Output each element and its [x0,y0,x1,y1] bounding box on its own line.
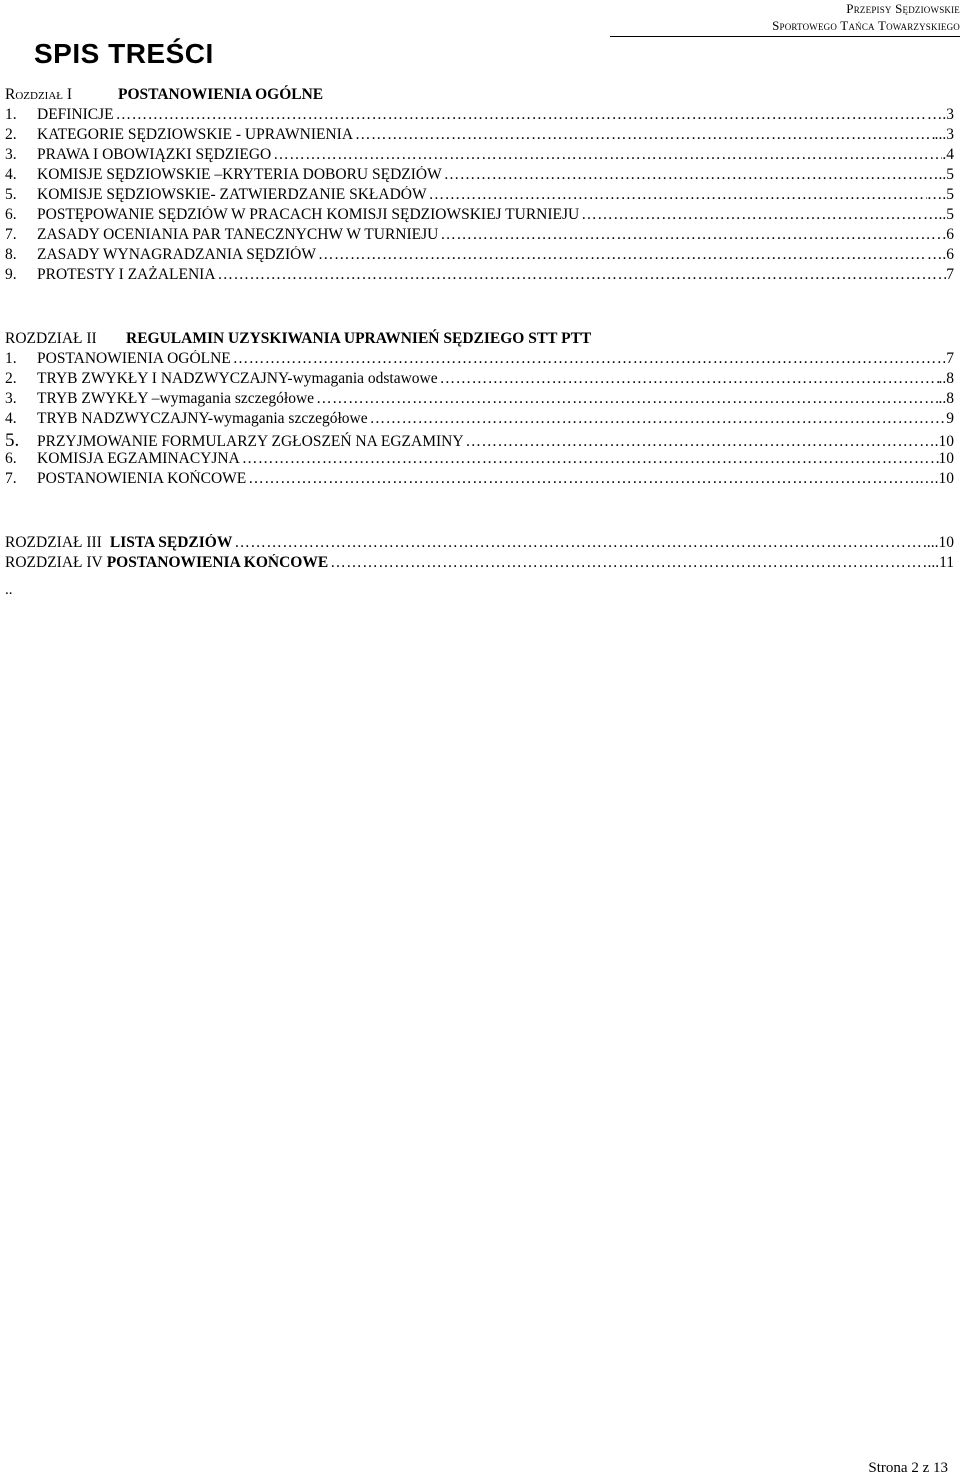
toc-entry-title: TRYB NADZWYCZAJNY-wymagania szczegółowe [37,410,368,427]
toc-entry-title: ZASADY OCENIANIA PAR TANECZNYCHW W TURNIEJU [37,226,439,243]
toc-entry-number: 4. [5,166,17,183]
toc-entry-title: DEFINICJE [37,106,114,123]
toc-entry-title: POSTĘPOWANIE SĘDZIÓW W PRACACH KOMISJI SĘDZIOWSKIEJ TURNIEJU [37,206,580,223]
toc-entry[interactable] [5,246,954,266]
leader-dots [246,470,919,488]
chapter-3-title: LISTA SĘDZIÓW [109,534,233,551]
toc-entry-title: KOMISJE SĘDZIOWSKIE- ZATWIERDZANIE SKŁADÓW [37,186,427,203]
running-header [772,0,960,34]
toc-entry-page: 9 [946,410,954,427]
leader-dots [316,246,927,264]
toc-entry[interactable] [5,450,954,470]
leader-dots [314,390,938,408]
leader-dots [271,146,942,164]
toc-entry[interactable] [5,350,954,370]
toc-entry-number: 7. [5,226,17,243]
toc-entry[interactable] [5,266,954,286]
toc-entry-page: ….6 [926,246,954,263]
toc-entry[interactable] [5,410,954,430]
toc-entry-page: …..5 [923,166,954,183]
leader-dots [216,266,947,284]
leader-dots [438,226,942,244]
leader-dots [353,126,935,144]
toc-entry[interactable] [5,226,954,246]
toc-entry[interactable] [5,390,954,410]
page-title: SPIS TREŚCI [34,38,214,69]
toc-entry-number: 8. [5,246,17,263]
toc-entry-number: 7. [5,470,17,487]
toc-entry[interactable] [5,430,954,450]
toc-entry[interactable] [5,470,954,490]
toc-entry[interactable] [5,370,954,390]
toc-entry-number: 9. [5,266,17,283]
leader-dots [442,166,923,184]
toc-entry-page: ….10 [919,433,954,450]
toc-entry[interactable] [5,166,954,186]
leader-dots [464,433,920,450]
toc-entry-page: 7 [946,266,954,283]
toc-entry-number: 4. [5,410,17,427]
leader-dots [231,350,943,368]
leader-dots [240,450,939,468]
chapter-2-heading [5,330,954,350]
leader-dots [328,554,927,572]
toc-entry-number: 2. [5,370,17,387]
chapter-4-title: POSTANOWIENIA KOŃCOWE [106,554,329,571]
toc-entry[interactable] [5,106,954,126]
toc-entry-page: ….10 [919,470,954,487]
toc-entry-number: 1. [5,350,17,367]
toc-entry-number: 6. [5,206,17,223]
toc-entry-page: ..8 [938,370,954,387]
chapter-3-4-block [5,534,954,574]
chapter-1-entries [5,106,954,286]
toc-entry[interactable] [5,146,954,166]
toc-entry-number: 3. [5,146,17,163]
chapter-2-entries [5,350,954,490]
toc-entry-title: PROTESTY I ZAŻALENIA [37,266,216,283]
toc-entry-number: 3. [5,390,17,407]
toc-entry-number: 6. [5,450,17,467]
toc-entry-title: PRZYJMOWANIE FORMULARZY ZGŁOSZEŃ NA EGZAMINY [37,433,464,450]
leader-dots [579,206,923,224]
toc-entry-page: 10 [938,450,954,467]
chapter-2-label: ROZDZIAŁ II [5,330,97,347]
chapter-1-heading [5,86,954,106]
toc-entry-title: POSTANOWIENIA OGÓLNE [37,350,231,367]
toc-entry-page: …..5 [923,206,954,223]
toc-entry-page: ….3 [926,106,954,123]
chapter-1-title: POSTANOWIENIA OGÓLNE [118,86,324,103]
chapter-1-label: Rozdział I [5,86,73,103]
leader-dots [427,186,927,204]
toc-entry-title: KOMISJA EGZAMINACYJNA [37,450,240,467]
header-line-2: Sportowego Tańca Towarzyskiego [772,18,960,33]
leader-dots [438,370,939,388]
toc-entry-page: .7 [942,350,954,367]
chapter-2-block [5,330,954,490]
toc-entry-number: 1. [5,106,17,123]
toc-entry-title: ZASADY WYNAGRADZANIA SĘDZIÓW [37,246,316,263]
toc-entry-chapter-4[interactable] [5,554,954,574]
toc-entry-title: PRAWA I OBOWIĄZKI SĘDZIEGO [37,146,272,163]
leader-dots [232,534,923,552]
toc-entry[interactable] [5,186,954,206]
toc-entry-number: 5. [5,186,17,203]
toc-entry-page: .6 [942,226,954,243]
chapter-3-label: ROZDZIAŁ III [5,534,102,551]
toc-entry-title: TRYB ZWYKŁY –wymagania szczegółowe [37,390,315,407]
chapter-4-page: ...11 [927,554,954,571]
chapter-1-block [5,86,954,286]
page-number-footer: Strona 2 z 13 [868,1460,948,1476]
toc-entry-page: ...3 [934,126,954,143]
toc-entry[interactable] [5,206,954,226]
toc-entry-page: ..8 [938,390,954,407]
chapter-2-title: REGULAMIN UZYSKIWANIA UPRAWNIEŃ SĘDZIEGO STT PTT [126,330,592,347]
leader-dots [114,106,927,124]
stray-dots: .. [5,582,13,598]
toc-entry-page: .4 [942,146,954,163]
toc-entry-title: KATEGORIE SĘDZIOWSKIE - UPRAWNIENIA [37,126,354,143]
leader-dots [368,410,947,428]
toc-entry-title: TRYB ZWYKŁY I NADZWYCZAJNY-wymagania odstawowe [37,370,438,387]
toc-entry-number: 5. [5,430,20,450]
toc-entry-chapter-3[interactable] [5,534,954,554]
chapter-4-label: ROZDZIAŁ IV [5,554,103,571]
toc-entry-number: 2. [5,126,17,143]
header-line-1: Przepisy Sędziowskie [846,1,960,16]
header-rule [610,36,960,37]
chapter-3-page: ....10 [923,534,954,551]
toc-entry-page: ….5 [926,186,954,203]
toc-entry[interactable] [5,126,954,146]
toc-entry-title: POSTANOWIENIA KOŃCOWE [37,470,247,487]
toc-entry-title: KOMISJE SĘDZIOWSKIE –KRYTERIA DOBORU SĘDZIÓW [37,166,442,183]
